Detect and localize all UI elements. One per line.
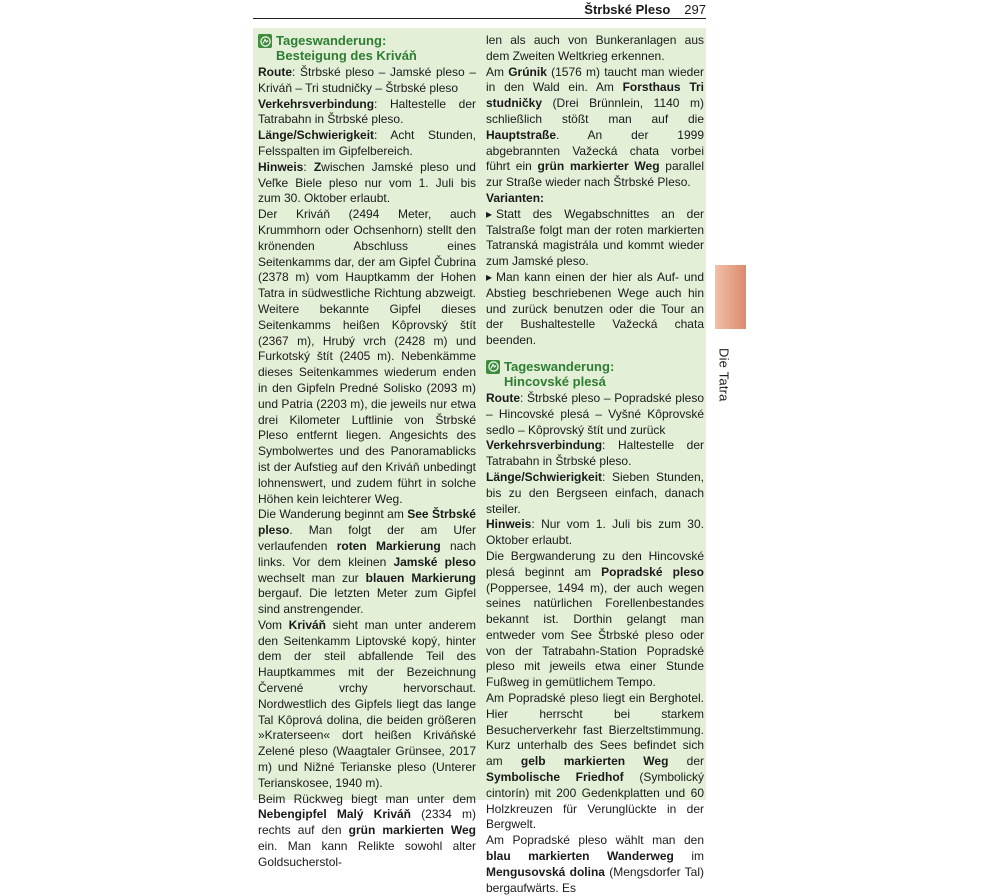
triangle-bullet-icon: ▸	[486, 206, 493, 221]
running-header	[253, 1, 706, 18]
section-heading-hincovske	[486, 359, 704, 389]
bold-term: Forsthaus Tri studničky	[486, 80, 704, 111]
text-run: Am Popradské pleso wählt man den	[486, 833, 704, 848]
paragraph	[486, 691, 704, 833]
bold-term: Popradské pleso	[601, 564, 704, 579]
route-text: : Štrbské pleso – Popradské pleso – Hincovské plesá – Vyšné Kôprovské sedlo – Kôprovský štít und zurück	[486, 390, 704, 437]
text-run: im	[673, 849, 704, 864]
header-rule	[253, 18, 706, 19]
text-run: . Man folgt der am Ufer verlaufenden	[258, 523, 476, 553]
text-run: wechselt man zur	[258, 570, 366, 585]
paragraph: len als auch von Bunkeranlagen aus dem Zweiten Weltkrieg erkennen.	[486, 33, 704, 63]
paragraph	[486, 833, 704, 896]
text-run: Die Bergwanderung zu den Hincovské plesá beginnt am	[486, 548, 704, 579]
text-run: (Mengsdorfer Tal) bergaufwärts. Es	[486, 864, 704, 895]
text-run: der	[668, 754, 704, 769]
paragraph	[258, 792, 476, 871]
text-run: (2334 m) rechts auf den	[258, 807, 476, 838]
length-label: Länge/Schwierigkeit	[258, 128, 375, 143]
section-title-line1: Tageswanderung:	[504, 358, 615, 374]
paragraph: Der Kriváň (2494 Meter, auch Krummhorn oder Ochsenhorn) stellt den krönenden Abschluss eines Seitenkamms dar, der am Gipfel Čubrina (2378 m) vom Hauptkamm der Hohen Tatra in südwestliche Richtung abzweigt. Weitere bekannte Gipfel dieses Seitenkamms heißen Kôprovský štít (2367 m), Hrubý vrch (2428 m) und Furkotský štít (2405 m). Nebenkämme dieses Seitenkammes wiederum enden in den Gipfeln Predné Solisko (2093 m) und Patria (2203 m), die jeweils nur etwa drei Kilometer Luftlinie von Štrbské Pleso entfernt liegen. Angesichts des Symbolwertes und des Panoramablicks ist der Aufstieg auf den Kriváň unbedingt lohnenswert, und zudem führt in solche Höhen kein leichterer Weg.	[258, 207, 476, 506]
variant-text: Man kann einen der hier als Auf- und Abstieg beschriebenen Wege auch hin und zurück benutzen oder die Tour an der Bushaltestelle Važecká chata beenden.	[486, 269, 704, 348]
bold-term: blau markierten Wanderweg	[486, 849, 674, 864]
note-text: : Nur vom 1. Juli bis zum 30. Oktober erlaubt.	[486, 517, 704, 548]
section-title-line1: Tageswanderung:	[276, 33, 387, 48]
text-run: Am	[486, 64, 509, 79]
right-column	[486, 33, 704, 896]
variant-text: Statt des Wegabschnittes an der Talstraße folgt man der roten markierten Tatranská magistrála und kommt wieder zum Jamské pleso.	[486, 206, 704, 269]
page-number: 297	[684, 2, 706, 17]
bold-term: Grúnik	[508, 64, 547, 79]
hiking-boot-icon	[486, 360, 500, 374]
variant-item	[486, 270, 704, 349]
route-info	[258, 65, 476, 97]
length-text: : Sieben Stunden, bis zu den Bergseen einfach, danach steiler.	[486, 469, 704, 516]
route-label: Route	[258, 65, 292, 79]
note-text: wischen Jamské pleso und Veľke Biele pleso nur vom 1. Juli bis zum 30. Oktober erlaubt.	[258, 159, 476, 206]
text-run: (Poppersee, 1494 m), der auch wegen seines natürlichen Forellenbestandes bekannt ist. Dorthin gelangt man entweder vom See Štrbské pleso oder von der Tatrabahn-Station Popradské pleso mit jeweils etwa einer Stunde Fußweg in gemütlichem Tempo.	[486, 580, 704, 690]
text-run: (1576 m) taucht man wieder in den Wald ein. Am	[486, 64, 704, 95]
text-run: . An der 1999 abgebrannten Važecká chata vorbei führt ein	[486, 127, 704, 174]
text-run: Beim Rückweg biegt man unter dem	[258, 791, 476, 806]
transport-info	[486, 438, 704, 470]
text-run: nach links. Vor dem kleinen	[258, 538, 476, 569]
text-run: ein. Man kann Relikte sowohl alter Goldsucherstol-	[258, 839, 476, 869]
bold-term: Hauptstraße	[486, 127, 557, 142]
note-info	[486, 517, 704, 549]
bold-term: roten Markierung	[336, 538, 441, 553]
variant-item	[486, 207, 704, 270]
chapter-label	[704, 345, 744, 405]
route-label: Route	[486, 390, 520, 405]
paragraph	[258, 507, 476, 618]
triangle-bullet-icon: ▸	[486, 269, 493, 284]
text-run: sieht man unter anderem den Seitenkamm Liptovské kopý, hinter dem der steil abfallende Teil des Hauptkammes mit der Bezeichnung Červené vrchy hervorschaut. Nordwestlich des Gipfels liegt das lange Tal Kôprová dolina, die beiden größeren »Kraterseen« dort heißen Kriváňské Zelené pleso (Waagtaler Grünsee, 2017 m) und Nižné Terianske pleso (Unterer Terianskosee, 1940 m).	[258, 617, 476, 790]
paragraph	[486, 65, 704, 191]
transport-info	[258, 97, 476, 129]
text-run: Die Wanderung beginnt am	[258, 507, 408, 522]
bold-term: Symbolische Friedhof	[486, 770, 624, 785]
variants-colon: :	[540, 190, 545, 205]
text-run: Am Popradské pleso liegt ein Berghotel. Hier herrscht bei starkem Besucherverkehr fast Bierzeltstimmung. Kurz unterhalb des Sees befindet sich am	[486, 691, 704, 769]
chapter-label-text: Die Tatra	[716, 348, 732, 402]
variants-label	[486, 191, 704, 207]
paragraph	[486, 549, 704, 691]
section-heading-krivan	[258, 33, 476, 63]
note-label: Hinweis	[258, 159, 304, 174]
transport-label: Verkehrsverbindung	[486, 438, 603, 453]
route-info	[486, 391, 704, 438]
header-title: Štrbské Pleso	[584, 2, 671, 17]
content-panel	[253, 28, 706, 895]
chapter-tab	[715, 265, 746, 329]
route-text: : Štrbské pleso – Jamské pleso – Kriváň – Tri studničky – Štrbské pleso	[258, 65, 476, 95]
transport-label: Verkehrsverbindung	[258, 96, 375, 111]
length-label: Länge/Schwierigkeit	[486, 469, 603, 484]
bold-term: Kriváň	[288, 617, 327, 632]
paragraph	[258, 618, 476, 792]
section-title	[504, 359, 614, 389]
length-info	[486, 470, 704, 517]
text-run: bergauf. Die letzten Meter zum Gipfel sind anstrengender.	[258, 586, 476, 617]
section-title-line2: Hincovské plesá	[504, 373, 606, 389]
hiking-boot-icon	[258, 34, 272, 48]
transport-text: : Haltestelle der Tatrabahn in Štrbské pleso.	[486, 438, 704, 469]
bold-term: blauen Markierung	[365, 570, 477, 585]
note-label: Hinweis	[486, 517, 532, 532]
bold-term: grün markierter Weg	[537, 159, 660, 174]
bold-term: gelb markierten Weg	[520, 754, 669, 769]
bold-term: grün markierten Weg	[348, 823, 476, 838]
text-run: (Symbolický cintorín) mit 200 Gedenkplatten und 60 Holzkreuzen für Verunglückte in der Bergwelt.	[486, 770, 704, 832]
text-run: Vom	[258, 617, 289, 632]
bold-term: Jamské pleso	[393, 554, 476, 569]
section-title-line2: Besteigung des Kriváň	[276, 48, 417, 63]
note-initial: Z	[313, 159, 322, 174]
left-column	[258, 33, 476, 871]
bold-term: Nebengipfel Malý Kriváň	[258, 807, 411, 822]
length-info	[258, 128, 476, 160]
variants-title: Varianten	[486, 190, 541, 205]
text-run: parallel zur Straße wieder nach Štrbské Pleso.	[486, 159, 704, 190]
transport-text: : Haltestelle der Tatrabahn in Štrbské pleso.	[258, 96, 476, 127]
bold-term: Mengusovská dolina	[486, 864, 605, 879]
text-run: (Drei Brünnlein, 1140 m) schließlich stößt man auf die	[486, 96, 704, 126]
length-text: : Acht Stunden, Felsspalten im Gipfelbereich.	[258, 128, 476, 158]
section-title	[276, 33, 417, 63]
bold-term: See Štrbské pleso	[258, 507, 476, 538]
note-info: Hinweis: Zwischen Jamské pleso und Veľke Biele pleso nur vom 1. Juli bis zum 30. Oktober erlaubt.	[258, 159, 476, 206]
